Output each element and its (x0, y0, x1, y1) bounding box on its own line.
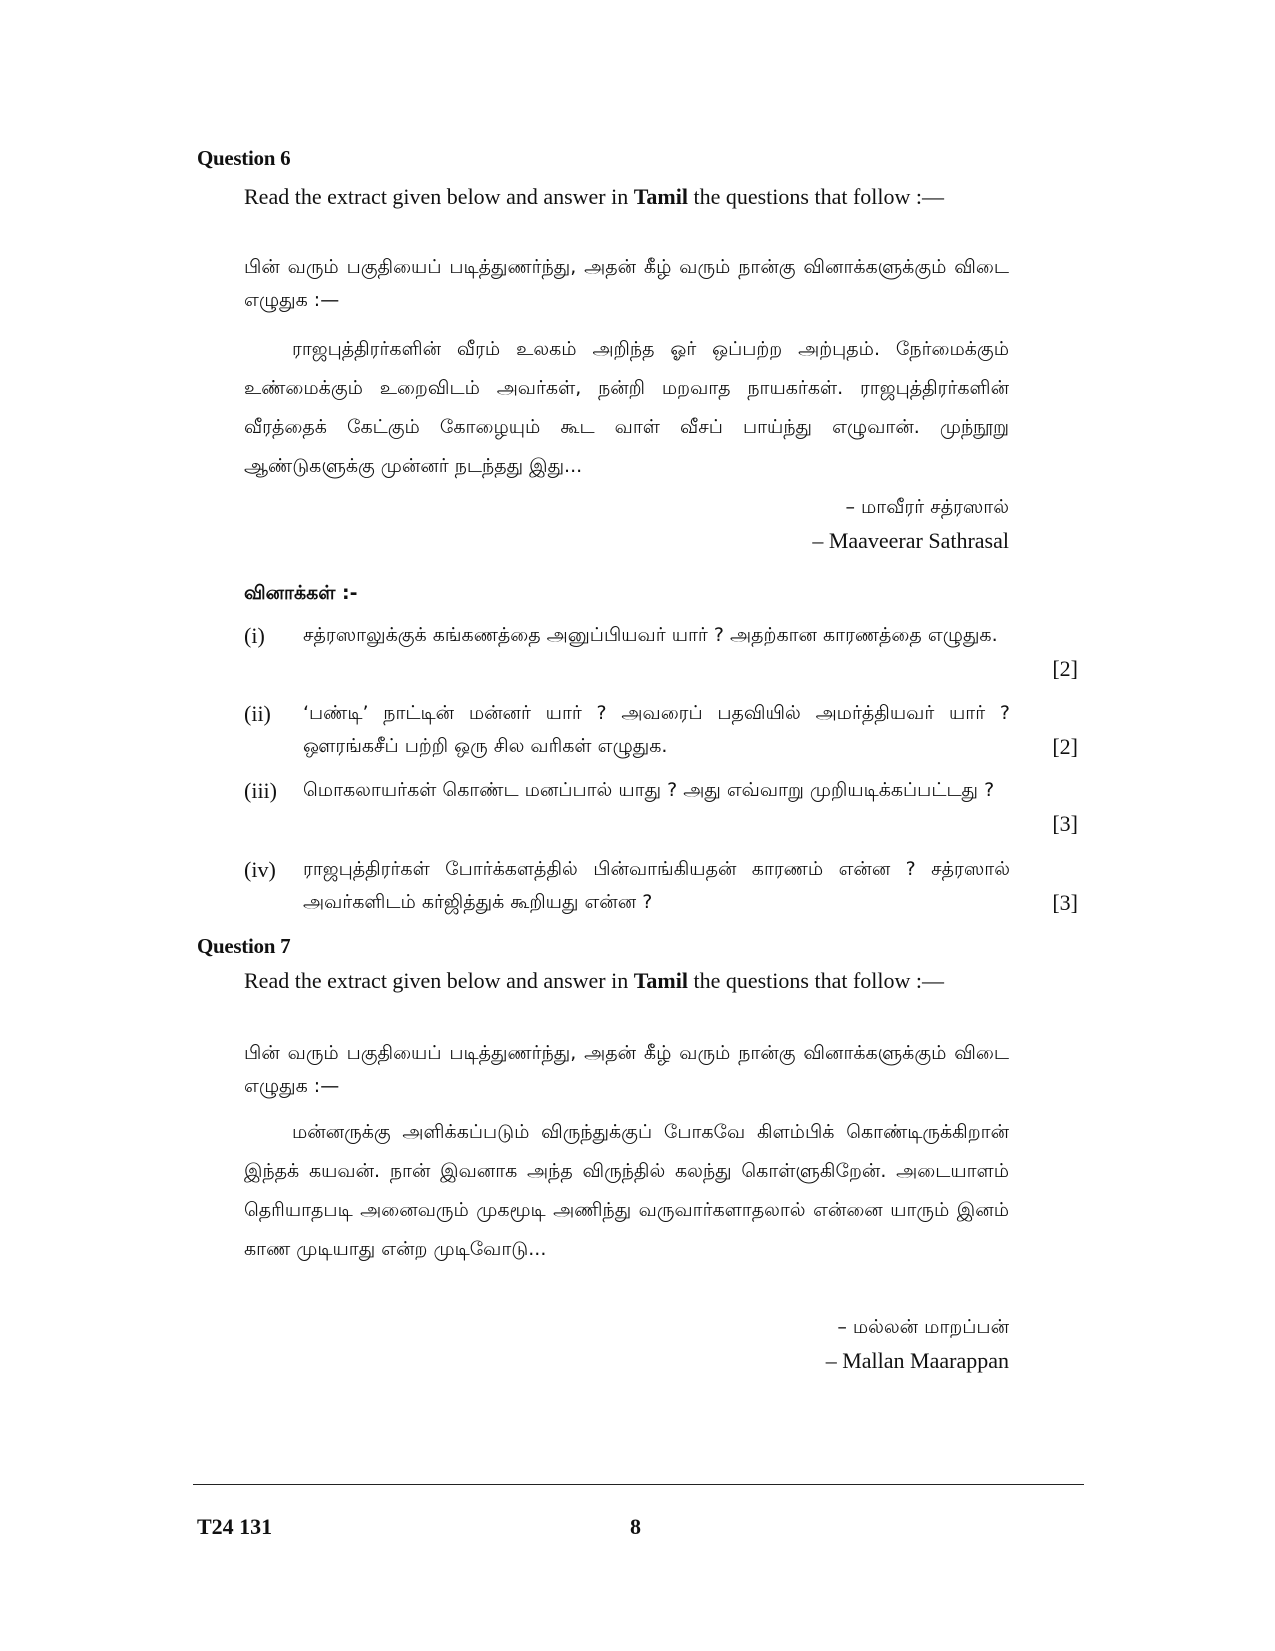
question-7-tamil-instruction: பின் வரும் பகுதியைப் படித்துணர்ந்து, அதன் கீழ் வரும் நான்கு வினாக்களுக்கும் விடை எழுதுக :— (244, 1042, 1009, 1097)
sub-question-number: (ii) (244, 701, 271, 726)
source-english: – Mallan Maarappan (825, 1348, 1009, 1373)
sub-question-marks: [3] (1052, 811, 1078, 836)
instruction-language: Tamil (633, 968, 688, 993)
page-number: 8 (630, 1514, 641, 1539)
question-6-instruction (244, 180, 1009, 213)
sub-question-text: மொகலாயர்கள் கொண்ட மனப்பால் யாது ? அது எவ்வாறு முறியடிக்கப்பட்டது ? (303, 779, 995, 801)
question-7-source (826, 1311, 1009, 1377)
source-english: – Maaveerar Sathrasal (812, 528, 1009, 553)
sub-question-text: ‘பண்டி’ நாட்டின் மன்னர் யார் ? அவரைப் பதவியில் அமர்த்தியவர் யார் ? ஔரங்கசீப் பற்றி ஒரு சில வரிகள் எழுதுக. (303, 702, 1010, 757)
source-tamil: – மல்லன் மாறப்பன் (837, 1316, 1009, 1338)
question-7-heading: Question 7 (197, 934, 291, 958)
sub-question-marks: [2] (1052, 734, 1078, 759)
instruction-text-end: the questions that follow :— (693, 968, 944, 993)
paper-code: T24 131 (197, 1514, 273, 1539)
sub-question-marks: [2] (1052, 656, 1078, 681)
questions-heading: வினாக்கள் :- (244, 582, 358, 604)
question-7-instruction (244, 964, 1009, 997)
question-6-tamil-instruction: பின் வரும் பகுதியைப் படித்துணர்ந்து, அதன் கீழ் வரும் நான்கு வினாக்களுக்கும் விடை எழுதுக :— (244, 256, 1009, 311)
instruction-language: Tamil (633, 184, 688, 209)
question-6-source (812, 491, 1009, 557)
question-7-extract: மன்னருக்கு அளிக்கப்படும் விருந்துக்குப் போகவே கிளம்பிக் கொண்டிருக்கிறான் இந்தக் கயவன். நான் இவனாக அந்த விருந்தில் கலந்து கொள்ளுகிறேன். அடையாளம் தெரியாதபடி அனைவரும் முகமூடி அணிந்து வருவார்களாதலால் என்னை யாரும் இனம் காண முடியாது என்ற முடிவோடு... (244, 1121, 1009, 1260)
source-tamil: – மாவீரர் சத்ரஸால் (845, 496, 1009, 518)
instruction-text: Read the extract given below and answer in (244, 968, 629, 993)
instruction-text-end: the questions that follow :— (693, 184, 944, 209)
sub-question-text: ராஜபுத்திரர்கள் போர்க்களத்தில் பின்வாங்கியதன் காரணம் என்ன ? சத்ரஸால் அவர்களிடம் கர்ஜித்துக் கூறியது என்ன ? (303, 858, 1010, 913)
sub-question-text: சத்ரஸாலுக்குக் கங்கணத்தை அனுப்பியவர் யார் ? அதற்கான காரணத்தை எழுதுக. (303, 624, 998, 646)
question-6-heading: Question 6 (197, 146, 291, 170)
sub-question-number: (iii) (244, 778, 277, 803)
sub-question-marks: [3] (1052, 890, 1078, 915)
sub-question-number: (iv) (244, 857, 276, 882)
footer-divider (193, 1484, 1084, 1485)
question-6-extract: ராஜபுத்திரர்களின் வீரம் உலகம் அறிந்த ஓர் ஒப்பற்ற அற்புதம். நேர்மைக்கும் உண்மைக்கும் உறைவிடம் அவர்கள், நன்றி மறவாத நாயகர்கள். ராஜபுத்திரர்களின் வீரத்தைக் கேட்கும் கோழையும் கூட வாள் வீசப் பாய்ந்து எழுவான். முந்நூறு ஆண்டுகளுக்கு முன்னர் நடந்தது இது... (244, 338, 1009, 477)
instruction-text: Read the extract given below and answer in (244, 184, 629, 209)
sub-question-number: (i) (244, 623, 265, 648)
